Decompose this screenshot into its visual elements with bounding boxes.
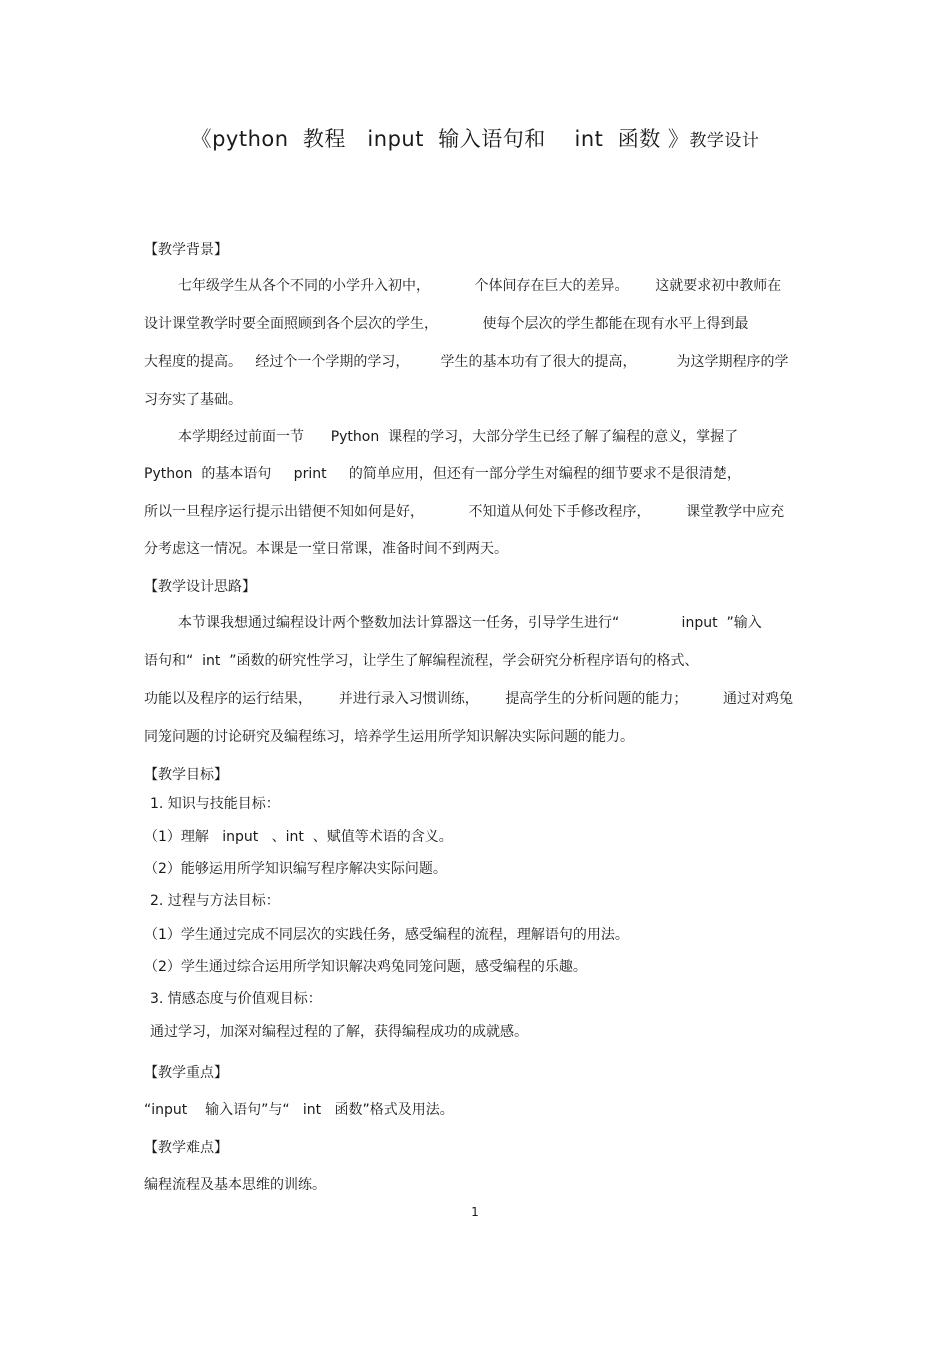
document-title <box>0 124 950 156</box>
page-number: 1 <box>471 1205 479 1219</box>
goals-line: 3. 情感态度与价值观目标： <box>150 991 322 1007</box>
design-line: 功能以及程序的运行结果， 并进行录入习惯训练， 提高学生的分析问题的能力； 通过对鸡兔 <box>144 691 794 707</box>
goals-line: （2）能够运用所学知识编写程序解决实际问题。 <box>144 861 447 877</box>
background-line: 所以一旦程序运行提示出错便不知如何是好， 不知道从何处下手修改程序， 课堂教学中应充 <box>144 504 785 520</box>
design-line: 本节课我想通过编程设计两个整数加法计算器这一任务，引导学生进行“ input ”输入 <box>178 615 762 631</box>
background-heading: 【教学背景】 <box>144 242 228 258</box>
background-line: 设计课堂教学时要全面照顾到各个层次的学生， 使每个层次的学生都能在现有水平上得到最 <box>144 316 749 332</box>
design-heading: 【教学设计思路】 <box>144 579 256 595</box>
goals-line: （1）学生通过完成不同层次的实践任务，感受编程的流程，理解语句的用法。 <box>144 927 629 943</box>
goals-line: 通过学习，加深对编程过程的了解，获得编程成功的成就感。 <box>150 1024 528 1040</box>
background-line: 习夯实了基础。 <box>144 392 242 408</box>
background-line: 七年级学生从各个不同的小学升入初中， 个体间存在巨大的差异。 这就要求初中教师在 <box>178 278 782 294</box>
difficulty-heading: 【教学难点】 <box>144 1140 228 1156</box>
goals-line: （2）学生通过综合运用所学知识解决鸡兔同笼问题，感受编程的乐趣。 <box>144 959 587 975</box>
design-line: 同笼问题的讨论研究及编程练习，培养学生运用所学知识解决实际问题的能力。 <box>144 729 634 745</box>
design-line: 语句和“ int ”函数的研究性学习，让学生了解编程流程，学会研究分析程序语句的格式、 <box>144 653 699 669</box>
background-line: 大程度的提高。 经过个一个学期的学习， 学生的基本功有了很大的提高， 为这学期程序的学 <box>144 354 789 370</box>
goals-line: 2. 过程与方法目标： <box>150 893 280 909</box>
background-line: 分考虑这一情况。本课是一堂日常课，准备时间不到两天。 <box>144 541 508 557</box>
background-line: Python 的基本语句 print 的简单应用，但还有一部分学生对编程的细节要求不是很清楚， <box>144 466 741 482</box>
goals-line: （1）理解 input 、int 、赋值等术语的含义。 <box>144 829 453 845</box>
key-line: “input 输入语句”与“ int 函数”格式及用法。 <box>144 1102 454 1118</box>
background-line: 本学期经过前面一节 Python 课程的学习，大部分学生已经了解了编程的意义，掌握了 <box>178 429 739 445</box>
goals-line: 1. 知识与技能目标： <box>150 796 280 812</box>
title-main: 《python 教程 input 输入语句和 int 函数 》 <box>190 127 690 151</box>
goals-heading: 【教学目标】 <box>144 767 228 783</box>
title-suffix: 教学设计 <box>689 131 760 151</box>
key-heading: 【教学重点】 <box>144 1065 228 1081</box>
difficulty-line: 编程流程及基本思维的训练。 <box>144 1177 326 1193</box>
